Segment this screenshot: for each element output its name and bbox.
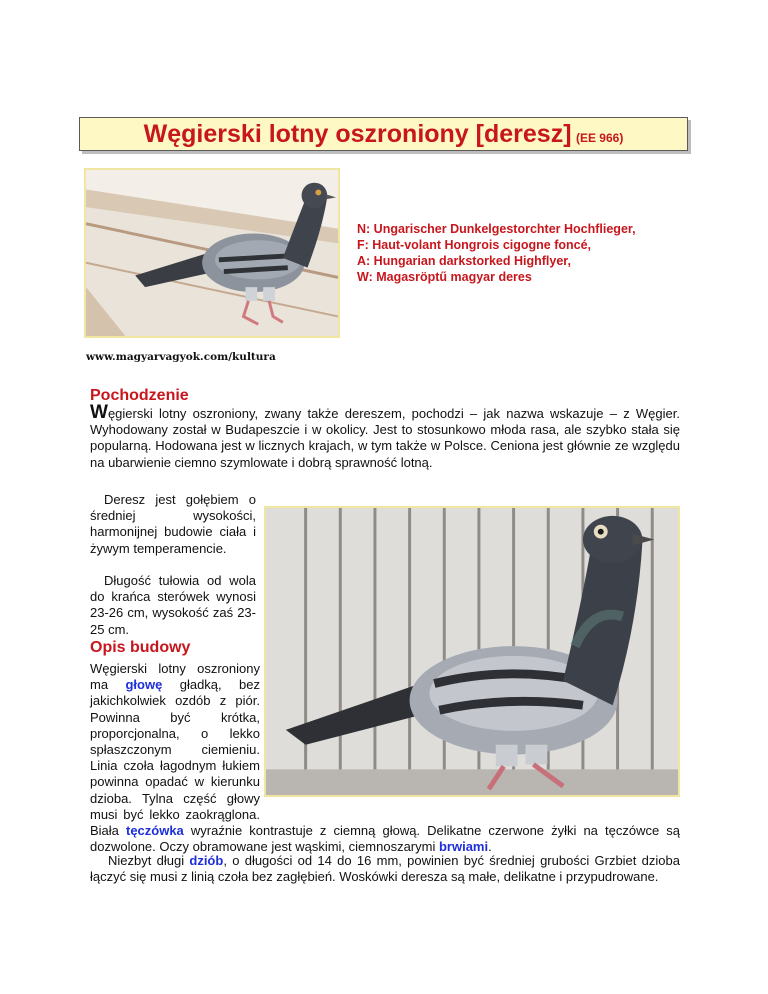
origin-paragraph-1: Węgierski lotny oszroniony, zwany także dereszem, pochodzi – jak nazwa wskazuje – z Węgier. Wyhodowany został w Budapeszcie i w okolicy. Jest to stosunkowo młoda rasa, ale szybko stała się popularną. Hodowana jest w licznych krajach, w tym także w Polsce. Ceniona jest głównie ze względu na ubarwienie ciemno szymlowate i dobrą sprawność lotną. bbox=[90, 402, 680, 470]
keyword-brow: brwiami bbox=[438, 839, 489, 855]
origin-paragraph-3: Długość tułowia od wola do krańca sterówek wynosi 23-26 cm, wysokość zaś 23-25 cm. bbox=[90, 573, 256, 637]
foreign-names bbox=[357, 221, 657, 285]
name-german: N: Ungarischer Dunkelgestorchter Hochflieger, bbox=[357, 222, 636, 236]
keyword-beak: dziób bbox=[189, 853, 224, 868]
page-title: Węgierski lotny oszroniony [deresz] bbox=[143, 120, 572, 148]
origin-paragraph-2: Deresz jest gołębiem o średniej wysokości, harmonijnej budowie ciała i żywym temperamencie. bbox=[90, 492, 256, 556]
pigeon-photo-top bbox=[84, 168, 340, 338]
photo-float-spacer bbox=[260, 661, 680, 817]
build-paragraph-2: Niezbyt długi dziób, o długości od 14 do 16 mm, powinien być średniej grubości Grzbiet dzioba łączyć się musi z linią czoła bez zagłębień. Woskówki deresza są małe, delikatne i przypudrowane. bbox=[90, 853, 680, 885]
name-hungarian: W: Magasröptű magyar deres bbox=[357, 270, 532, 284]
breed-code: (EE 966) bbox=[575, 131, 624, 145]
name-english: A: Hungarian darkstorked Highflyer, bbox=[357, 254, 571, 268]
heading-build: Opis budowy bbox=[90, 639, 191, 656]
photo-source: www.magyarvagyok.com/kultura bbox=[86, 351, 276, 363]
page-title-box bbox=[79, 117, 688, 151]
name-french: F: Haut-volant Hongrois cigogne foncé, bbox=[357, 238, 592, 252]
heading-origin: Pochodzenie bbox=[90, 387, 189, 404]
keyword-iris: tęczówka bbox=[125, 823, 184, 839]
build-paragraph-1: Węgierski lotny oszroniony ma głowę gładką, bez jakichkolwiek ozdób z piór. Powinna być krótka, proporcjonalna, o lekko spłaszczonym ciemieniu. Linia czoła łagodnym łukiem powinna opadać w kierunku dzioba. Tylna część głowy musi być lekko zaokrąglona. Biała tęczówka wyraźnie kontrastuje z ciemną głową. Delikatne czerwone żyłki na tęczówce są dozwolone. Oczy obramowane jest wąskimi, ciemnoszarymi brwiami. bbox=[90, 661, 680, 855]
keyword-head: głowę bbox=[125, 677, 163, 693]
drop-cap: W bbox=[90, 402, 108, 423]
